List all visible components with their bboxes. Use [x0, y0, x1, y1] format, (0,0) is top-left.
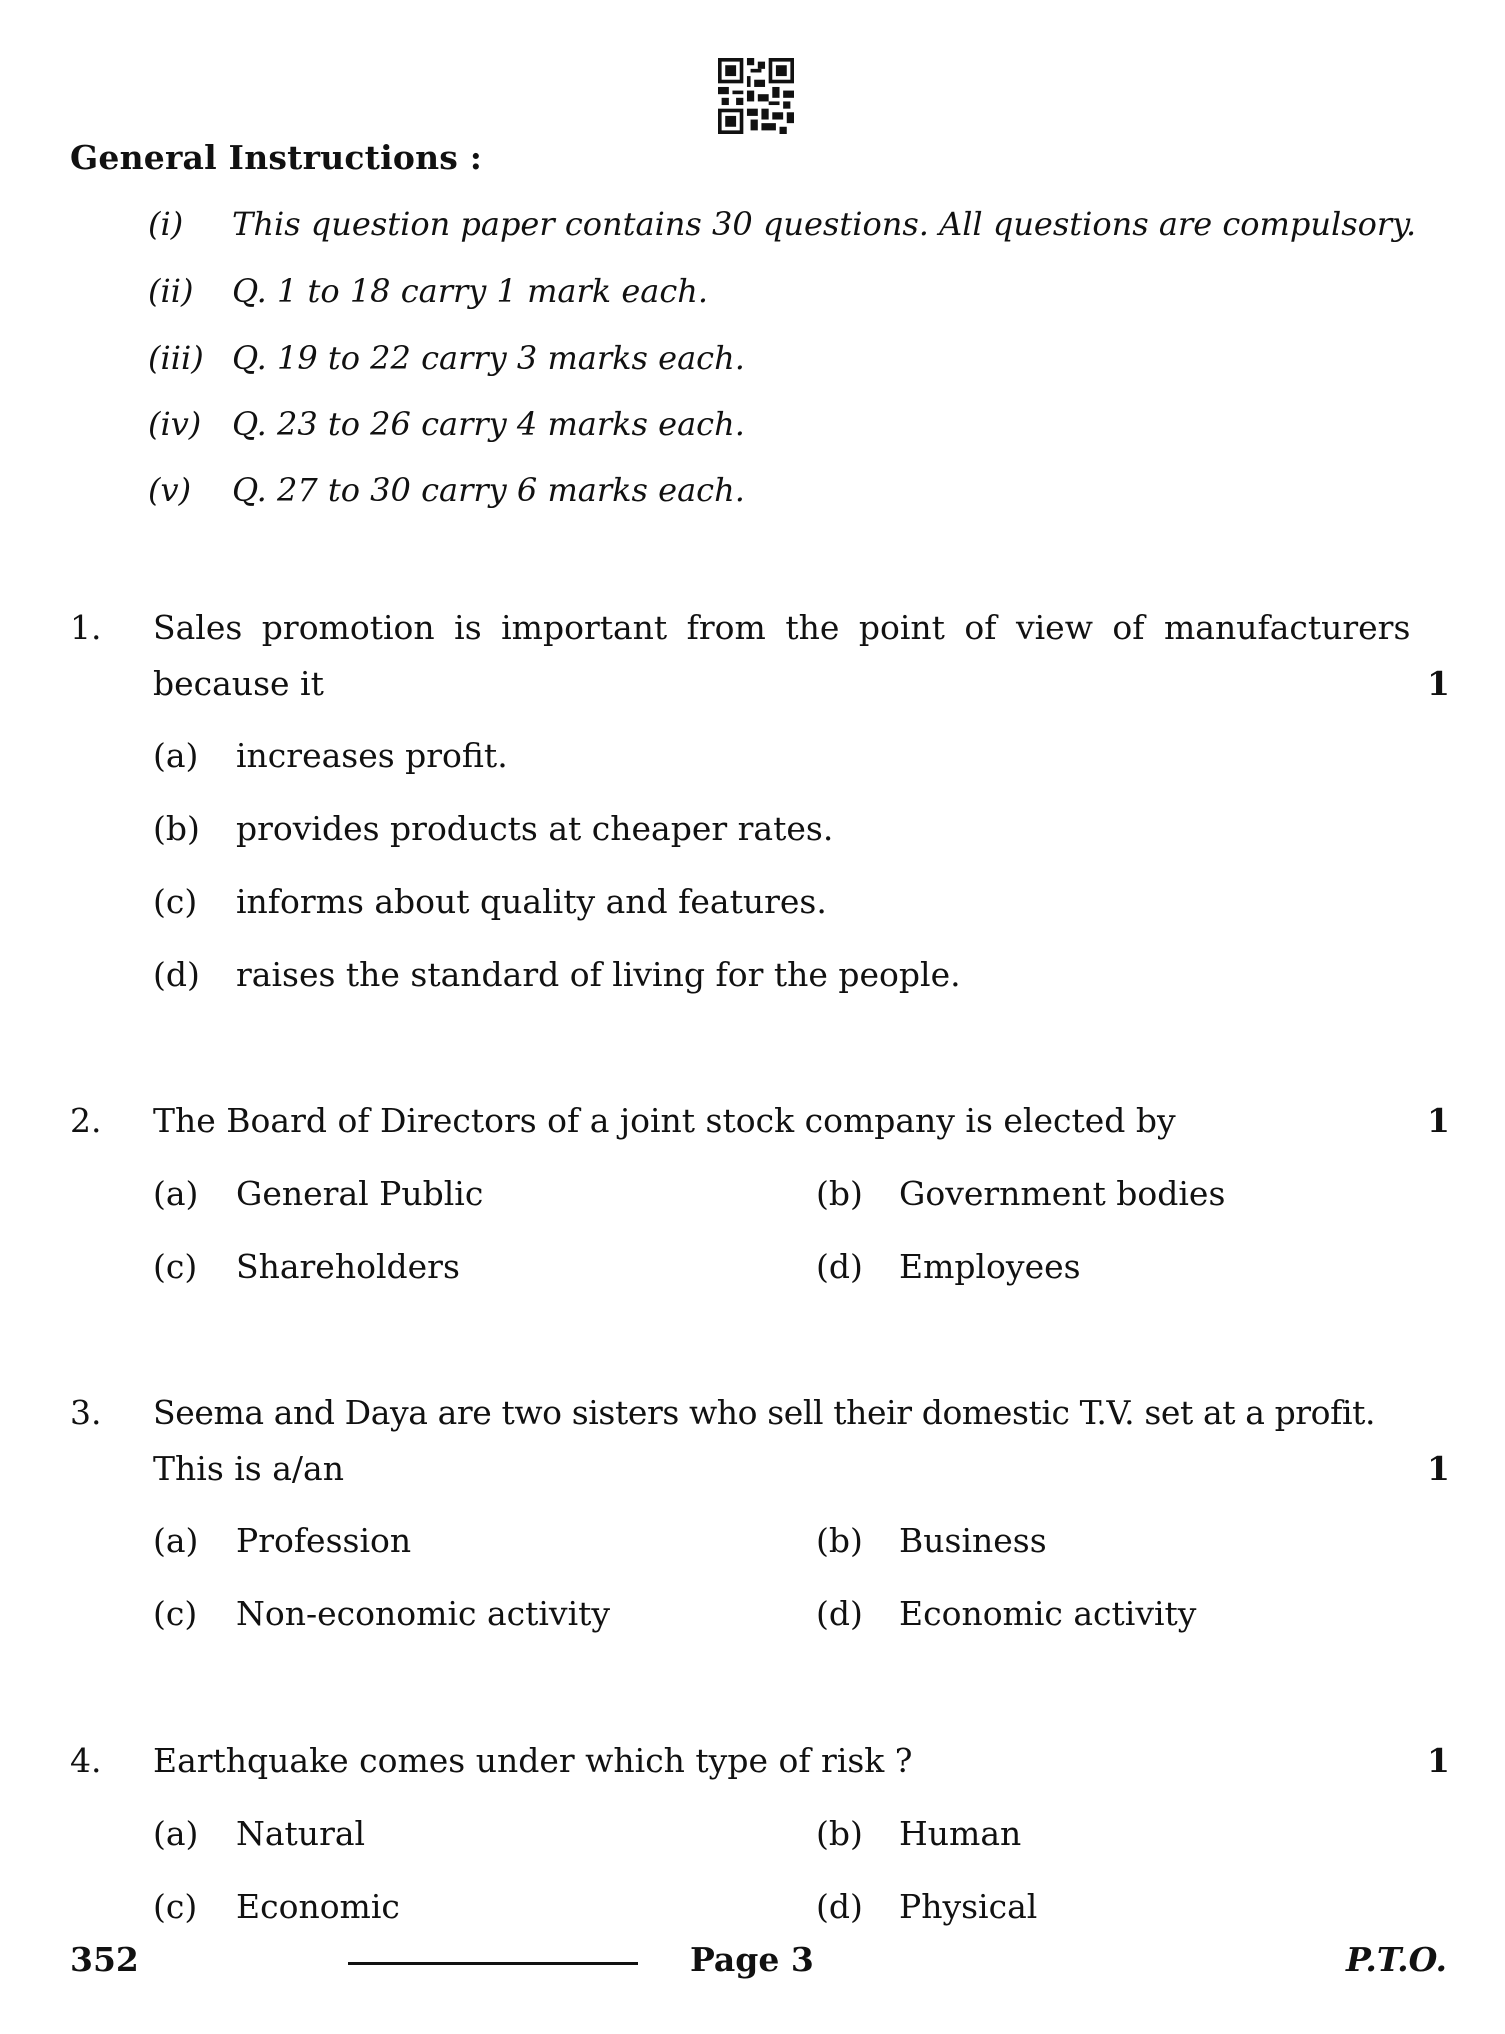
option-text: Physical: [899, 1887, 1038, 1926]
option-label: (b): [153, 809, 200, 848]
question-number: 1.: [70, 608, 102, 647]
option-text: General Public: [236, 1174, 484, 1213]
question-text-continued: This is a/an: [153, 1449, 344, 1488]
option-label: (c): [153, 882, 198, 921]
instruction-number: (v): [148, 471, 192, 509]
qr-code-icon: [718, 58, 794, 134]
option-text: Human: [899, 1814, 1022, 1853]
instruction-text: Q. 1 to 18 carry 1 mark each.: [232, 272, 709, 310]
option-text: informs about quality and features.: [236, 882, 827, 921]
question-text: The Board of Directors of a joint stock company is elected by: [153, 1101, 1176, 1140]
option-text: Shareholders: [236, 1247, 460, 1286]
option-label: (a): [153, 1521, 199, 1560]
instruction-text: Q. 23 to 26 carry 4 marks each.: [232, 405, 745, 443]
option-label: (c): [153, 1594, 198, 1633]
option-label: (a): [153, 736, 199, 775]
instruction-number: (iii): [148, 339, 204, 377]
question-number: 3.: [70, 1393, 102, 1432]
option-text: Economic activity: [899, 1594, 1197, 1633]
instruction-text: Q. 27 to 30 carry 6 marks each.: [232, 471, 745, 509]
question-text: Seema and Daya are two sisters who sell their domestic T.V. set at a profit.: [153, 1393, 1376, 1432]
option-text: Business: [899, 1521, 1047, 1560]
question-marks: 1: [1427, 1741, 1450, 1780]
pto-label: P.T.O.: [1346, 1940, 1447, 1979]
option-label: (d): [816, 1247, 863, 1286]
option-label: (d): [816, 1887, 863, 1926]
option-text: raises the standard of living for the people.: [236, 955, 961, 994]
option-label: (a): [153, 1814, 199, 1853]
question-text-continued: because it: [153, 664, 324, 703]
instruction-number: (ii): [148, 272, 194, 310]
option-text: provides products at cheaper rates.: [236, 809, 834, 848]
option-text: Natural: [236, 1814, 366, 1853]
instruction-text: Q. 19 to 22 carry 3 marks each.: [232, 339, 745, 377]
general-instructions-heading: General Instructions :: [70, 138, 483, 177]
footer-divider: [348, 1962, 638, 1965]
option-label: (c): [153, 1247, 198, 1286]
option-label: (d): [153, 955, 200, 994]
option-text: Government bodies: [899, 1174, 1226, 1213]
question-number: 4.: [70, 1741, 102, 1780]
question-number: 2.: [70, 1101, 102, 1140]
option-label: (c): [153, 1887, 198, 1926]
instruction-text: This question paper contains 30 questions. All questions are compulsory.: [232, 205, 1417, 243]
page-number: Page 3: [690, 1940, 814, 1979]
question-text: Sales promotion is important from the point of view of manufacturers: [153, 608, 1411, 647]
option-text: Profession: [236, 1521, 412, 1560]
option-label: (b): [816, 1814, 863, 1853]
question-marks: 1: [1427, 1101, 1450, 1140]
paper-code: 352: [70, 1940, 139, 1979]
option-text: Non-economic activity: [236, 1594, 611, 1633]
option-label: (b): [816, 1174, 863, 1213]
option-text: Economic: [236, 1887, 400, 1926]
option-label: (b): [816, 1521, 863, 1560]
question-marks: 1: [1427, 1449, 1450, 1488]
option-label: (d): [816, 1594, 863, 1633]
instruction-number: (i): [148, 205, 184, 243]
option-text: Employees: [899, 1247, 1081, 1286]
option-text: increases profit.: [236, 736, 508, 775]
question-marks: 1: [1427, 664, 1450, 703]
question-text: Earthquake comes under which type of risk ?: [153, 1741, 913, 1780]
instruction-number: (iv): [148, 405, 202, 443]
option-label: (a): [153, 1174, 199, 1213]
